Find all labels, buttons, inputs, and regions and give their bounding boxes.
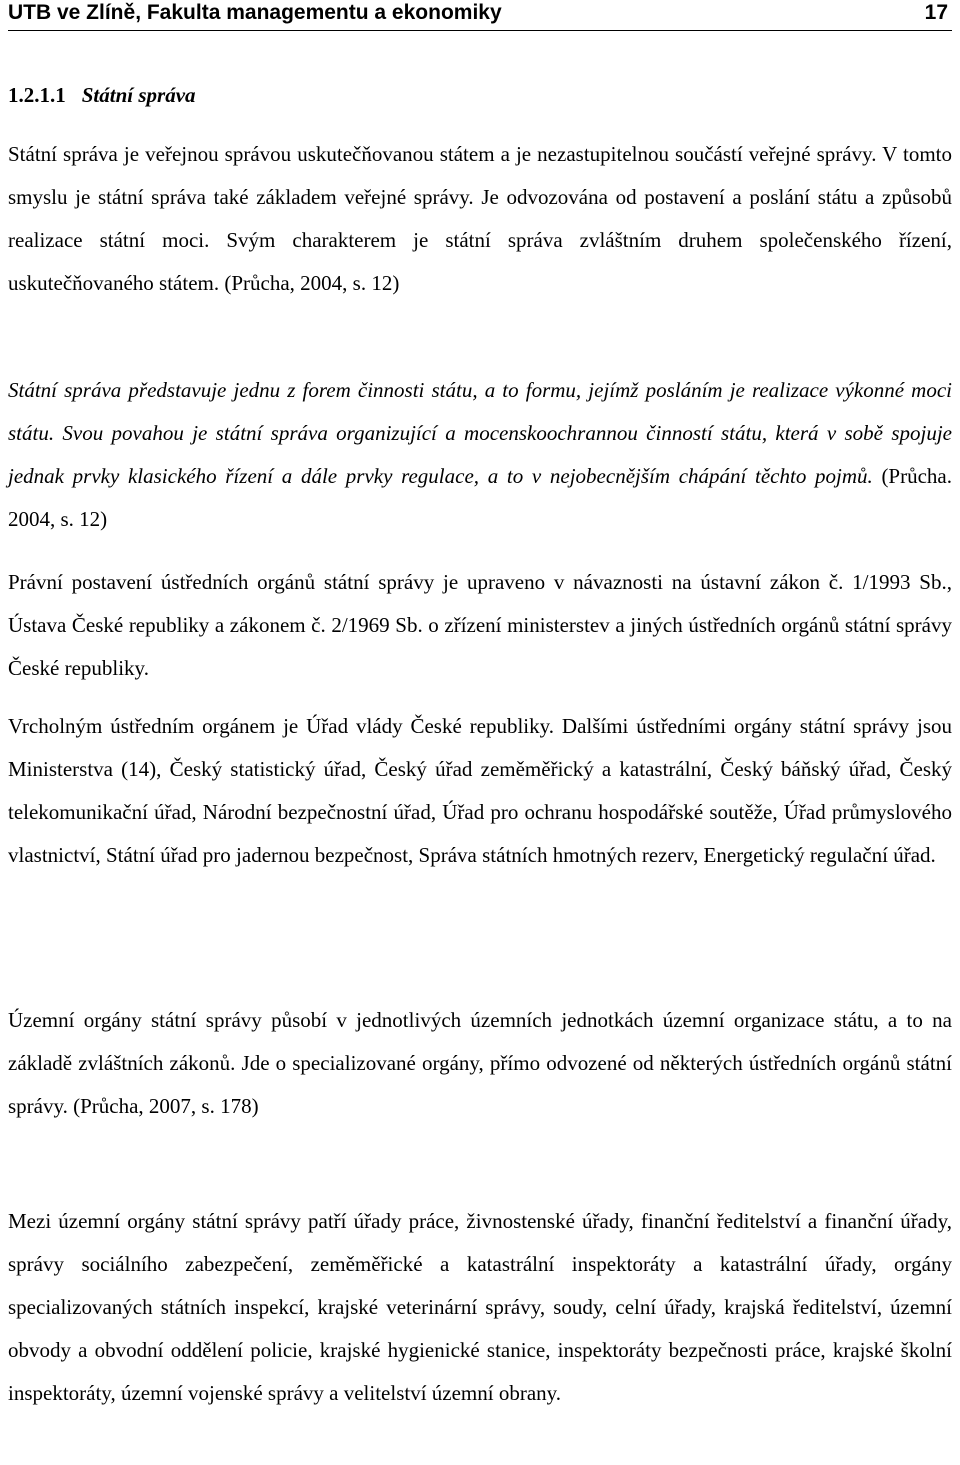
quote-text: Státní správa představuje jednu z forem činnosti státu, a to formu, jejímž posláním je realizace výkonné moci státu. Svou povahou je státní správa organizující a mocenskoochrannou činností státu, která v sobě spojuje jednak prvky klasického řízení a dále prvky regulace, a to v nejobecnějším chápání těchto pojmů. [8, 378, 952, 488]
page-header [8, 0, 952, 31]
paragraph-definition-quote [8, 369, 952, 541]
quote-citation: (Průcha. 2004, s. 12) [8, 464, 952, 531]
paragraph-central-bodies: Vrcholným ústředním orgánem je Úřad vlády České republiky. Dalšími ústředními orgány státní správy jsou Ministerstva (14), Český statistický úřad, Český úřad zeměměřický a katastrální, Český báňský úřad, Český telekomunikační úřad, Národní bezpečnostní úřad, Úřad pro ochranu hospodářské soutěže, Úřad průmyslového vlastnictví, Státní úřad pro jadernou bezpečnost, Správa státních hmotných rezerv, Energetický regulační úřad. [8, 714, 952, 867]
paragraph-territorial-bodies: Územní orgány státní správy působí v jednotlivých územních jednotkách územní organizace státu, a to na základě zvláštních zákonů. Jde o specializované orgány, přímo odvozené od některých ústředních orgánů státní správy. (Průcha, 2007, s. 178) [8, 1008, 952, 1118]
paragraph-legal-status: Právní postavení ústředních orgánů státní správy je upraveno v návaznosti na ústavní zákon č. 1/1993 Sb., Ústava České republiky a zákonem č. 2/1969 Sb. o zřízení ministerstev a jiných ústředních orgánů státní správy České republiky. [8, 570, 952, 680]
section-number: 1.2.1.1 [8, 83, 66, 107]
page-number: 17 [924, 1, 948, 24]
header-title: UTB ve Zlíně, Fakulta managementu a ekonomiky [8, 1, 502, 24]
paragraph-territorial-list: Mezi územní orgány státní správy patří úřady práce, živnostenské úřady, finanční ředitelství a finanční úřady, správy sociálního zabezpečení, zeměměřické a katastrální inspektoráty a katastrální úřady, orgány specializovaných státních inspekcí, krajské veterinární správy, soudy, celní úřady, krajská ředitelství, územní obvody a obvodní oddělení policie, krajské hygienické stanice, inspektoráty bezpečnosti práce, krajské školní inspektoráty, územní vojenské správy a velitelství územní obrany. [8, 1209, 952, 1405]
section-heading [8, 80, 196, 110]
section-title: Státní správa [81, 83, 196, 107]
paragraph-state-administration: Státní správa je veřejnou správou uskutečňovanou státem a je nezastupitelnou součástí veřejné správy. V tomto smyslu je státní správa také základem veřejné správy. Je odvozována od postavení a poslání státu a způsobů realizace státní moci. Svým charakterem je státní správa zvláštním druhem společenského řízení, uskutečňovaného státem. (Průcha, 2004, s. 12) [8, 142, 952, 295]
